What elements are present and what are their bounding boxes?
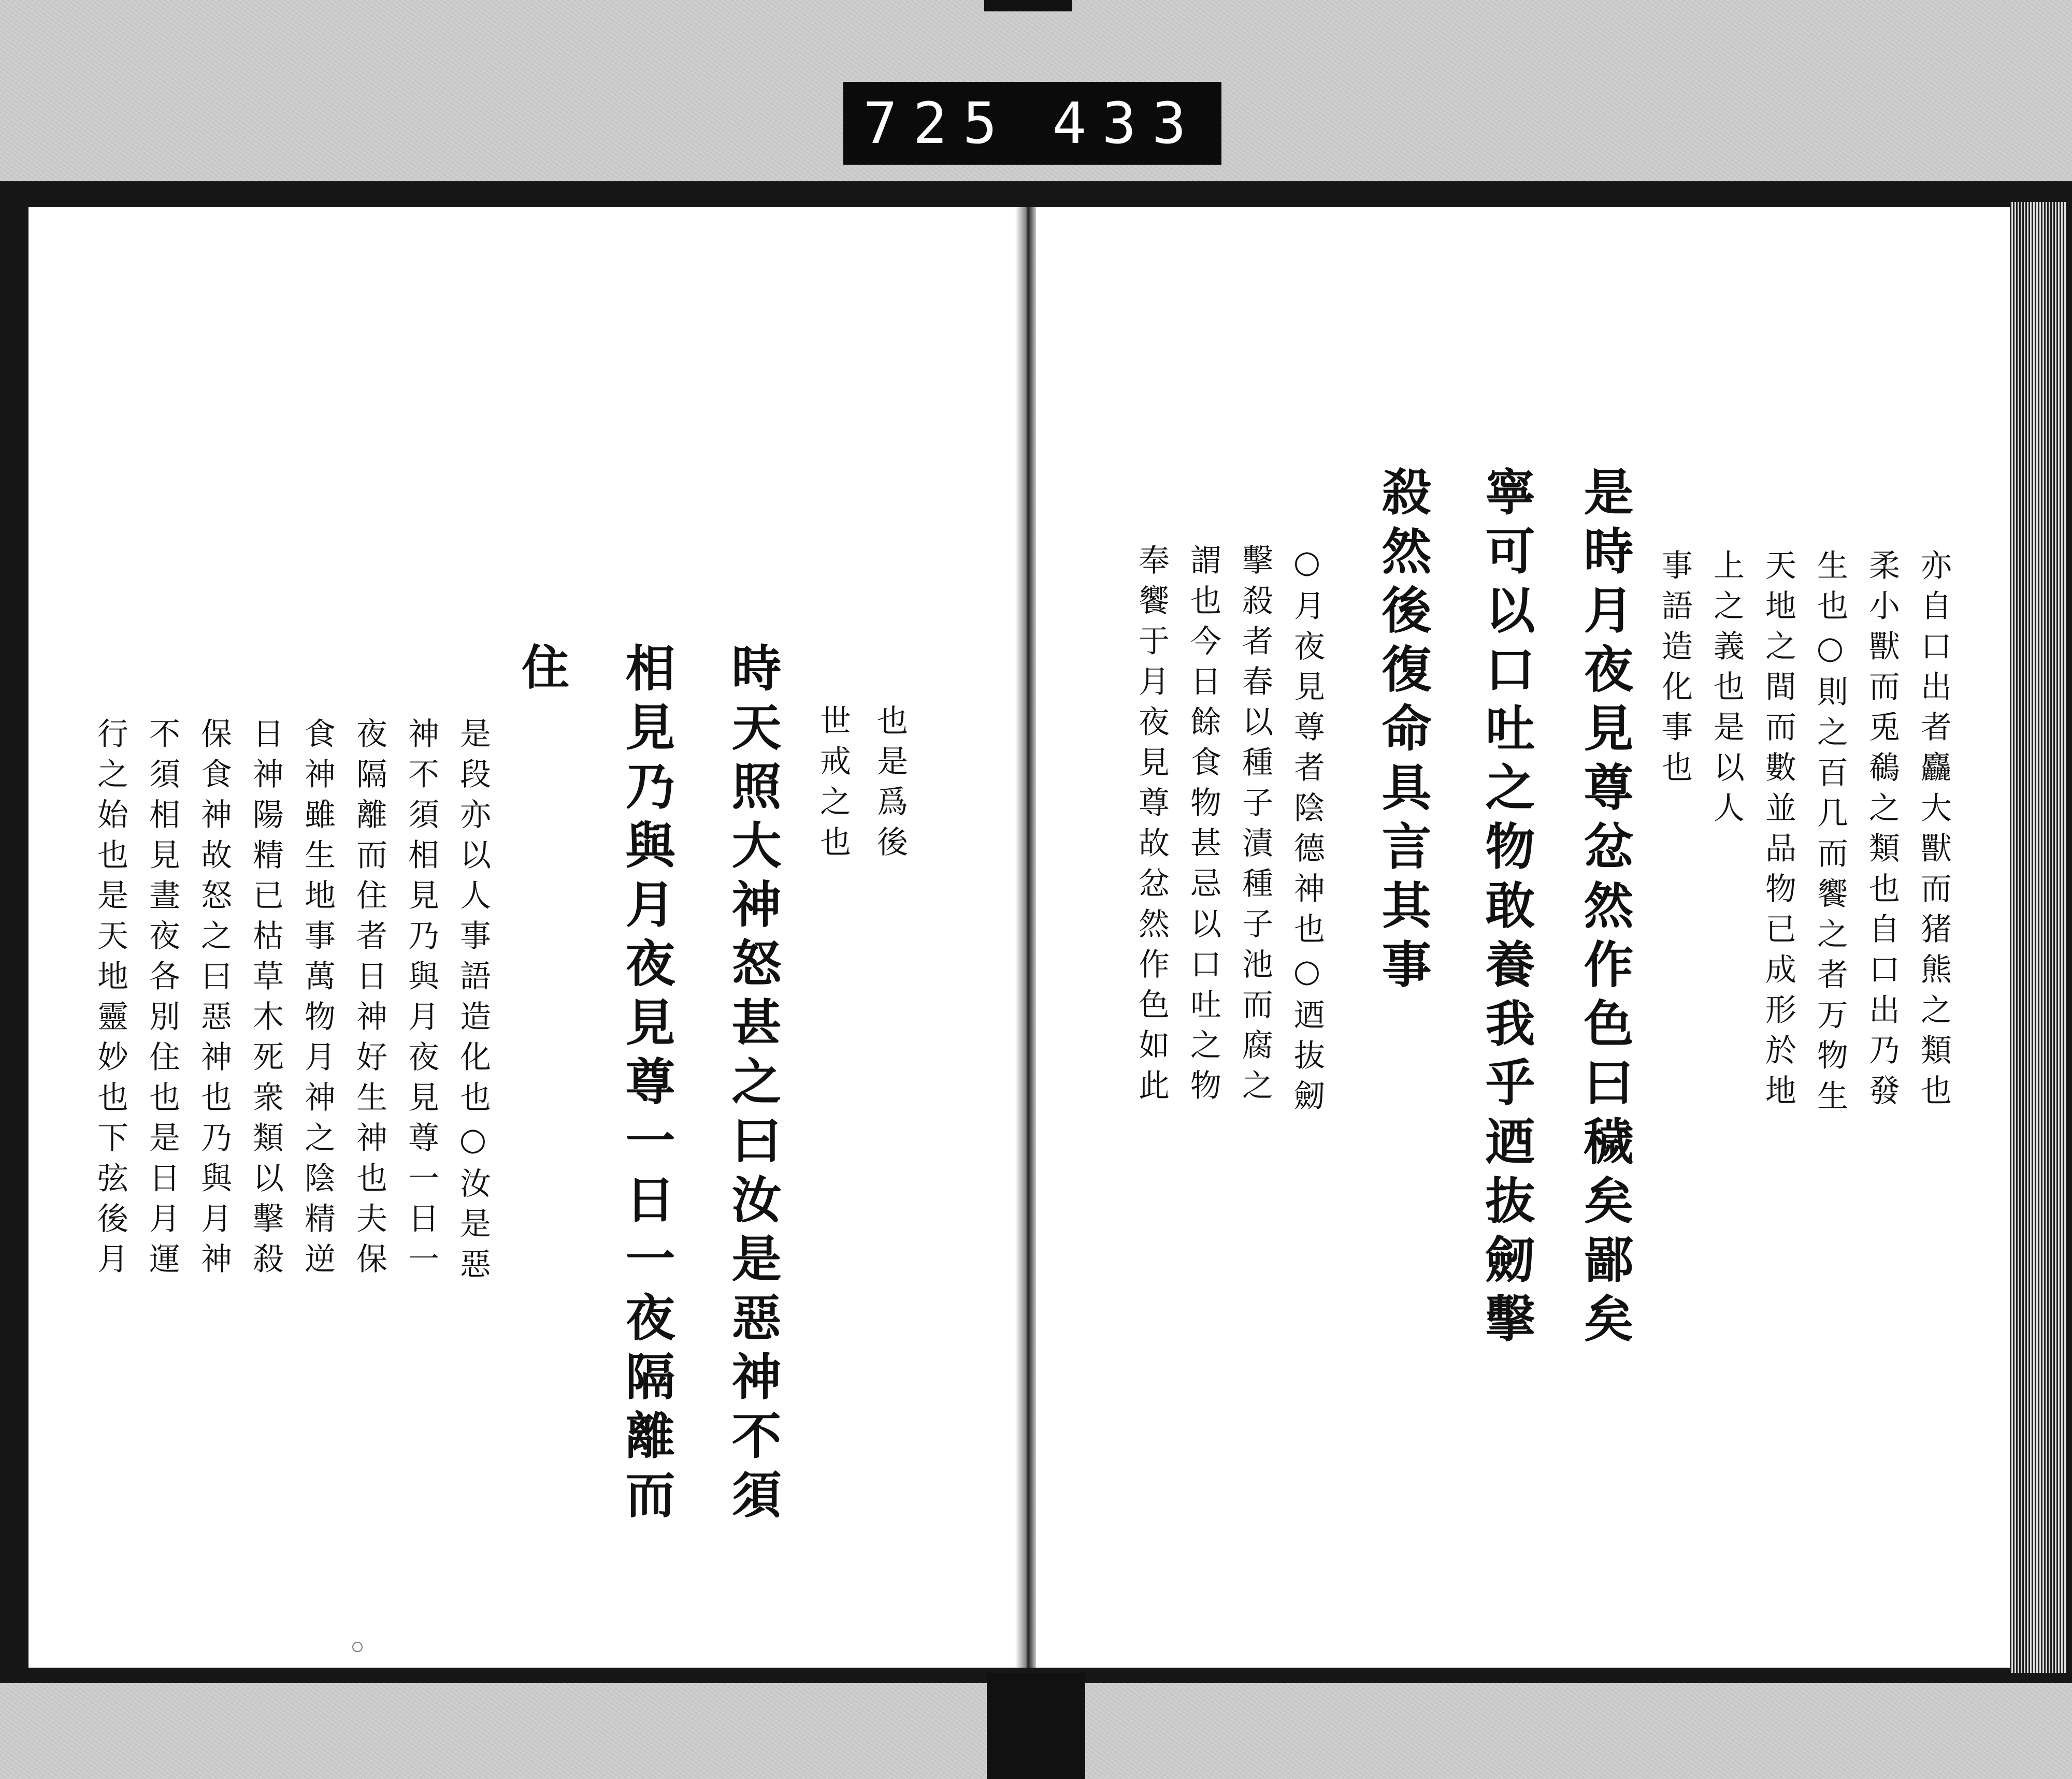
left-col-13: 行之始也是天地靈妙也下弦後月 xyxy=(92,717,128,1283)
right-col-3: 生也○則之百几而饗之者万物生 xyxy=(1812,549,1848,1120)
call-number-right: 433 xyxy=(1052,90,1202,156)
right-col-1: 亦自口出者麤大獸而猪熊之類也 xyxy=(1916,549,1952,1115)
right-col-2: 柔小獸而兎鵗之類也自口出乃發 xyxy=(1864,549,1900,1115)
left-col-12: 不須相見晝夜各別住也是日月運 xyxy=(144,717,180,1283)
call-number-label xyxy=(843,82,1221,165)
call-number-left: 725 xyxy=(863,90,1013,156)
right-col-4: 天地之間而數並品物已成形於地 xyxy=(1760,549,1796,1115)
right-col-12: 謂也今日餘食物甚忌以口吐之物 xyxy=(1185,544,1221,1109)
left-col-6: 是段亦以人事語造化也○汝是惡 xyxy=(455,717,491,1288)
right-col-9: 殺然後復命具言其事 xyxy=(1374,466,1432,997)
right-col-6: 事語造化事也 xyxy=(1657,549,1693,791)
left-heading: 住 xyxy=(514,642,570,699)
right-page xyxy=(1036,207,2010,1668)
left-col-11: 保食神故怒之曰惡神也乃與月神 xyxy=(196,717,232,1283)
left-col-9: 食神雖生地事萬物月神之陰精逆 xyxy=(299,717,336,1283)
open-book xyxy=(0,181,2072,1683)
left-col-7: 神不須相見乃與月夜見尊一日一 xyxy=(403,717,439,1283)
left-col-1: 也是爲後 xyxy=(872,704,908,866)
right-col-10: ○月夜見尊者陰德神也○迺抜劒 xyxy=(1289,544,1325,1120)
left-col-8: 夜隔離而住者日神好生神也夫保 xyxy=(351,717,387,1283)
left-col-10: 日神陽精已枯草木死衆類以擊殺 xyxy=(248,717,284,1283)
page-edges xyxy=(2010,202,2067,1673)
left-col-4: 相見乃與月夜見尊一日一夜隔離而 xyxy=(617,642,676,1528)
right-col-11: 擊殺者春以種子漬種子池而腐之 xyxy=(1237,544,1273,1109)
right-col-5: 上之義也是以人 xyxy=(1708,549,1745,832)
left-page xyxy=(28,207,1023,1668)
right-col-13: 奉饗于月夜見尊故忿然作色如此 xyxy=(1133,544,1170,1109)
left-col-3: 時天照大神怒甚之曰汝是惡神不須 xyxy=(724,642,782,1528)
top-clamp xyxy=(984,0,1072,11)
left-col-2: 世戒之也 xyxy=(815,704,851,866)
book-spine xyxy=(1015,207,1039,1668)
page-speck xyxy=(352,1642,363,1652)
bottom-clamp xyxy=(987,1673,1085,1779)
right-col-8: 寧可以口吐之物敢養我乎迺抜劒擊 xyxy=(1477,466,1536,1352)
right-col-7: 是時月夜見尊忿然作色曰穢矣鄙矣 xyxy=(1576,466,1634,1352)
